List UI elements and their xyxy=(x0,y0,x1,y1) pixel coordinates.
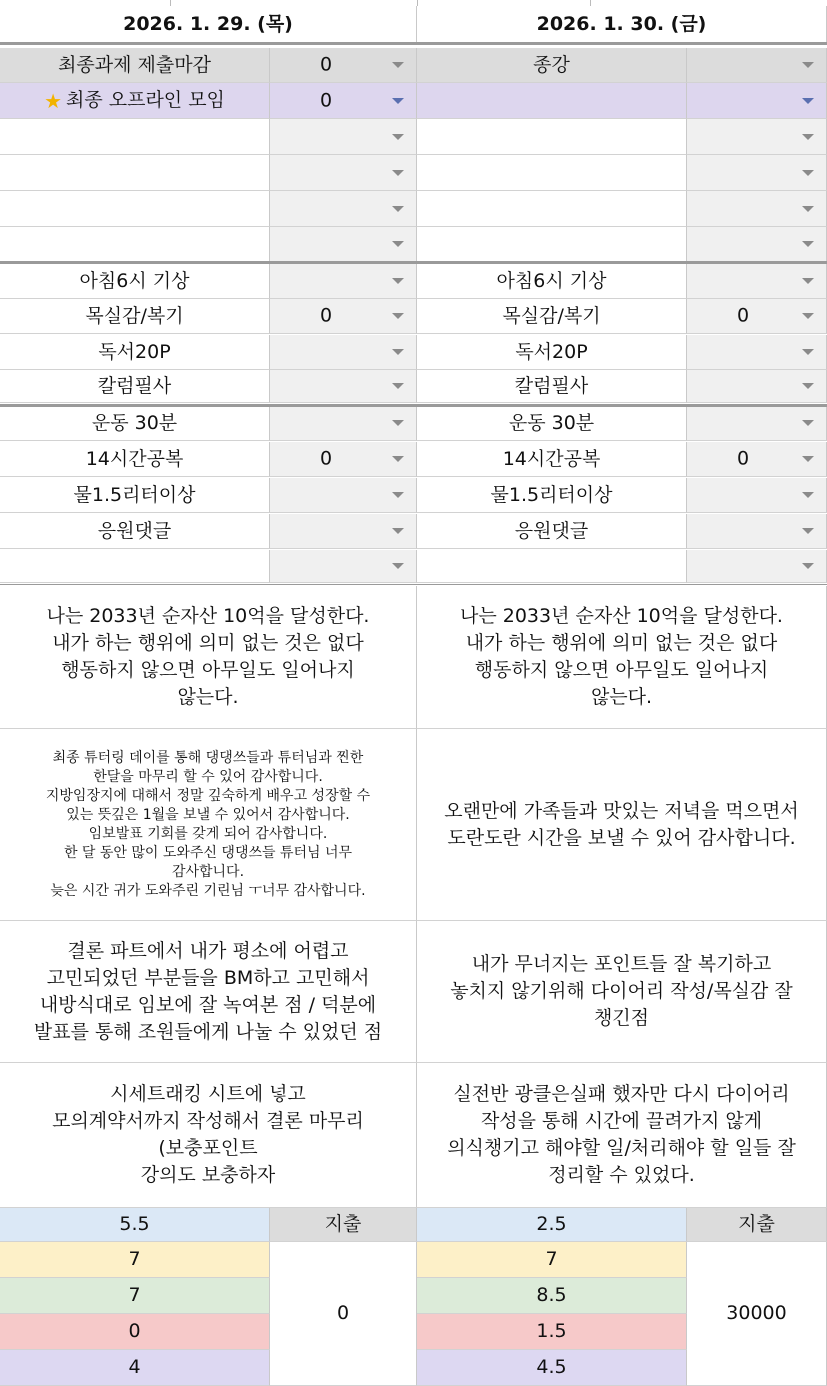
dropdown-arrow-icon[interactable] xyxy=(802,313,814,319)
dropdown-value: 0 xyxy=(320,53,333,76)
habit-label[interactable]: 14시간공복 xyxy=(0,442,270,477)
dropdown-arrow-icon[interactable] xyxy=(392,383,404,389)
dropdown-arrow-icon[interactable] xyxy=(802,134,814,140)
score-total: 5.5 xyxy=(0,1208,270,1242)
improve-text: 실전반 광클은실패 했자만 다시 다이어리 작성을 통해 시간에 끌려가지 않게 의식챙기고 해야할 일/처리해야 할 일들 잘 정리할 수 있었다. xyxy=(417,1063,827,1208)
score-value: 7 xyxy=(0,1242,270,1278)
habit-value-dropdown[interactable] xyxy=(687,442,827,477)
dropdown-arrow-icon[interactable] xyxy=(802,62,814,68)
dropdown-arrow-icon[interactable] xyxy=(392,313,404,319)
habit-value-dropdown[interactable] xyxy=(687,406,827,441)
habit-label[interactable] xyxy=(0,550,270,583)
habit-value-dropdown[interactable] xyxy=(270,406,417,441)
habit-value-dropdown[interactable] xyxy=(687,299,827,334)
habit-value-dropdown[interactable] xyxy=(687,514,827,549)
dropdown-arrow-icon[interactable] xyxy=(392,241,404,247)
task-label[interactable] xyxy=(417,119,687,155)
habit-value-dropdown[interactable] xyxy=(270,299,417,334)
task-label[interactable] xyxy=(0,155,270,191)
gratitude-text: 최종 튜터링 데이를 통해 댕댕쓰들과 튜터님과 찐한 한달을 마무리 할 수 있어 감사합니다. 지방임장지에 대해서 정말 깊숙하게 배우고 성장할 수 있는 뜻깊은 1월을 보낼 수 있어서 감사합니다. 임보발표 기회를 갖게 되어 감사합니다. 한 달 동안 많이 도와주신 댕댕쓰들 튜터님 너무 감사합니다. 늦은 시간 귀가 도와주린 기린님 ㅜ너무 감사합니다. xyxy=(0,729,417,921)
dropdown-value: 0 xyxy=(320,447,333,470)
task-label[interactable] xyxy=(0,191,270,227)
habit-label[interactable]: 목실감/복기 xyxy=(0,299,270,334)
habit-label[interactable] xyxy=(417,550,687,583)
score-value: 1.5 xyxy=(417,1314,687,1350)
dropdown-arrow-icon[interactable] xyxy=(392,98,404,104)
habit-value-dropdown[interactable] xyxy=(270,264,417,299)
task-value-dropdown[interactable] xyxy=(270,155,417,191)
habit-label[interactable]: 운동 30분 xyxy=(0,406,270,441)
task-value-dropdown[interactable] xyxy=(687,155,827,191)
task-value-dropdown[interactable] xyxy=(270,227,417,262)
section-divider xyxy=(0,584,827,585)
habit-value-dropdown[interactable] xyxy=(270,442,417,477)
section-divider xyxy=(0,261,827,264)
affirmation-text: 나는 2033년 순자산 10억을 달성한다. 내가 하는 행위에 의미 없는 것은 없다 행동하지 않으면 아무일도 일어나지 않는다. xyxy=(417,586,827,729)
praise-text: 내가 무너지는 포인트들 잘 복기하고 놓치지 않기위해 다이어리 작성/목실감 잘 챙긴점 xyxy=(417,921,827,1063)
dropdown-value: 0 xyxy=(737,304,750,327)
dropdown-arrow-icon[interactable] xyxy=(392,420,404,426)
dropdown-arrow-icon[interactable] xyxy=(802,528,814,534)
dropdown-arrow-icon[interactable] xyxy=(802,349,814,355)
dropdown-arrow-icon[interactable] xyxy=(392,563,404,569)
dropdown-arrow-icon[interactable] xyxy=(802,98,814,104)
dropdown-arrow-icon[interactable] xyxy=(392,206,404,212)
habit-label[interactable]: 운동 30분 xyxy=(417,406,687,441)
habit-value-dropdown[interactable] xyxy=(270,514,417,549)
habit-label[interactable]: 물1.5리터이상 xyxy=(0,478,270,513)
habit-value-dropdown[interactable] xyxy=(270,370,417,403)
dropdown-arrow-icon[interactable] xyxy=(802,241,814,247)
task-value-dropdown[interactable] xyxy=(687,119,827,155)
dropdown-arrow-icon[interactable] xyxy=(392,528,404,534)
task-label[interactable] xyxy=(0,83,270,119)
task-label[interactable] xyxy=(417,227,687,262)
expense-value[interactable]: 30000 xyxy=(687,1242,827,1386)
task-value-dropdown[interactable] xyxy=(687,83,827,119)
section-divider xyxy=(0,42,827,45)
section-divider xyxy=(0,404,827,407)
habit-label[interactable]: 칼럼필사 xyxy=(417,370,687,403)
task-label[interactable]: 최종과제 제출마감 xyxy=(0,48,270,83)
habit-value-dropdown[interactable] xyxy=(687,550,827,583)
score-value: 4.5 xyxy=(417,1350,687,1386)
score-value: 4 xyxy=(0,1350,270,1386)
habit-label[interactable]: 목실감/복기 xyxy=(417,299,687,334)
dropdown-value: 0 xyxy=(320,304,333,327)
habit-value-dropdown[interactable] xyxy=(687,478,827,513)
dropdown-arrow-icon[interactable] xyxy=(392,278,404,284)
expense-value[interactable]: 0 xyxy=(270,1242,417,1386)
habit-label[interactable]: 아침6시 기상 xyxy=(0,264,270,299)
task-label-text: 최종 오프라인 모임 xyxy=(66,89,225,112)
task-value-dropdown[interactable] xyxy=(687,191,827,227)
task-value-dropdown[interactable] xyxy=(270,83,417,119)
dropdown-arrow-icon[interactable] xyxy=(802,492,814,498)
task-label[interactable] xyxy=(0,227,270,262)
expense-label: 지출 xyxy=(270,1208,417,1242)
habit-label[interactable]: 독서20P xyxy=(417,335,687,370)
praise-text: 결론 파트에서 내가 평소에 어렵고 고민되었던 부분들을 BM하고 고민해서 내방식대로 임보에 잘 녹여본 점 / 덕분에 발표를 통해 조원들에게 나눌 수 있었던 점 xyxy=(0,921,417,1063)
dropdown-arrow-icon[interactable] xyxy=(392,134,404,140)
habit-value-dropdown[interactable] xyxy=(270,550,417,583)
dropdown-arrow-icon[interactable] xyxy=(392,492,404,498)
task-value-dropdown[interactable] xyxy=(270,191,417,227)
score-value: 8.5 xyxy=(417,1278,687,1314)
habit-label[interactable]: 칼럼필사 xyxy=(0,370,270,403)
task-value-dropdown[interactable] xyxy=(270,48,417,83)
habit-value-dropdown[interactable] xyxy=(687,370,827,403)
expense-label: 지출 xyxy=(687,1208,827,1242)
gratitude-text: 오랜만에 가족들과 맛있는 저녁을 먹으면서 도란도란 시간을 보낼 수 있어 감사합니다. xyxy=(417,729,827,921)
score-value: 7 xyxy=(417,1242,687,1278)
date-header-left: 2026. 1. 29. (목) xyxy=(0,6,417,42)
habit-label[interactable]: 14시간공복 xyxy=(417,442,687,477)
dropdown-arrow-icon[interactable] xyxy=(802,278,814,284)
dropdown-arrow-icon[interactable] xyxy=(392,456,404,462)
habit-value-dropdown[interactable] xyxy=(687,335,827,370)
dropdown-arrow-icon[interactable] xyxy=(802,456,814,462)
improve-text: 시세트래킹 시트에 넣고 모의계약서까지 작성해서 결론 마무리 (보충포인트 강의도 보충하자 xyxy=(0,1063,417,1208)
dropdown-arrow-icon[interactable] xyxy=(802,383,814,389)
habit-value-dropdown[interactable] xyxy=(687,264,827,299)
habit-value-dropdown[interactable] xyxy=(270,335,417,370)
habit-label[interactable]: 독서20P xyxy=(0,335,270,370)
dropdown-arrow-icon[interactable] xyxy=(802,170,814,176)
habit-label[interactable]: 물1.5리터이상 xyxy=(417,478,687,513)
task-value-dropdown[interactable] xyxy=(687,48,827,83)
task-label[interactable] xyxy=(0,119,270,155)
score-value: 7 xyxy=(0,1278,270,1314)
dropdown-arrow-icon[interactable] xyxy=(392,349,404,355)
date-header-right: 2026. 1. 30. (금) xyxy=(417,6,827,42)
affirmation-text: 나는 2033년 순자산 10억을 달성한다. 내가 하는 행위에 의미 없는 것은 없다 행동하지 않으면 아무일도 일어나지 않는다. xyxy=(0,586,417,729)
dropdown-value: 0 xyxy=(320,89,333,112)
task-label[interactable] xyxy=(417,191,687,227)
task-label[interactable] xyxy=(417,83,687,119)
habit-label[interactable]: 아침6시 기상 xyxy=(417,264,687,299)
habit-label[interactable]: 응원댓글 xyxy=(0,514,270,549)
habit-value-dropdown[interactable] xyxy=(270,478,417,513)
task-value-dropdown[interactable] xyxy=(687,227,827,262)
dropdown-value: 0 xyxy=(737,447,750,470)
dropdown-arrow-icon[interactable] xyxy=(802,206,814,212)
dropdown-arrow-icon[interactable] xyxy=(392,170,404,176)
star-icon: ★ xyxy=(44,88,62,113)
score-total: 2.5 xyxy=(417,1208,687,1242)
task-label[interactable]: 종강 xyxy=(417,48,687,83)
task-label[interactable] xyxy=(417,155,687,191)
score-value: 0 xyxy=(0,1314,270,1350)
dropdown-arrow-icon[interactable] xyxy=(802,563,814,569)
dropdown-arrow-icon[interactable] xyxy=(392,62,404,68)
dropdown-arrow-icon[interactable] xyxy=(802,420,814,426)
task-value-dropdown[interactable] xyxy=(270,119,417,155)
habit-label[interactable]: 응원댓글 xyxy=(417,514,687,549)
